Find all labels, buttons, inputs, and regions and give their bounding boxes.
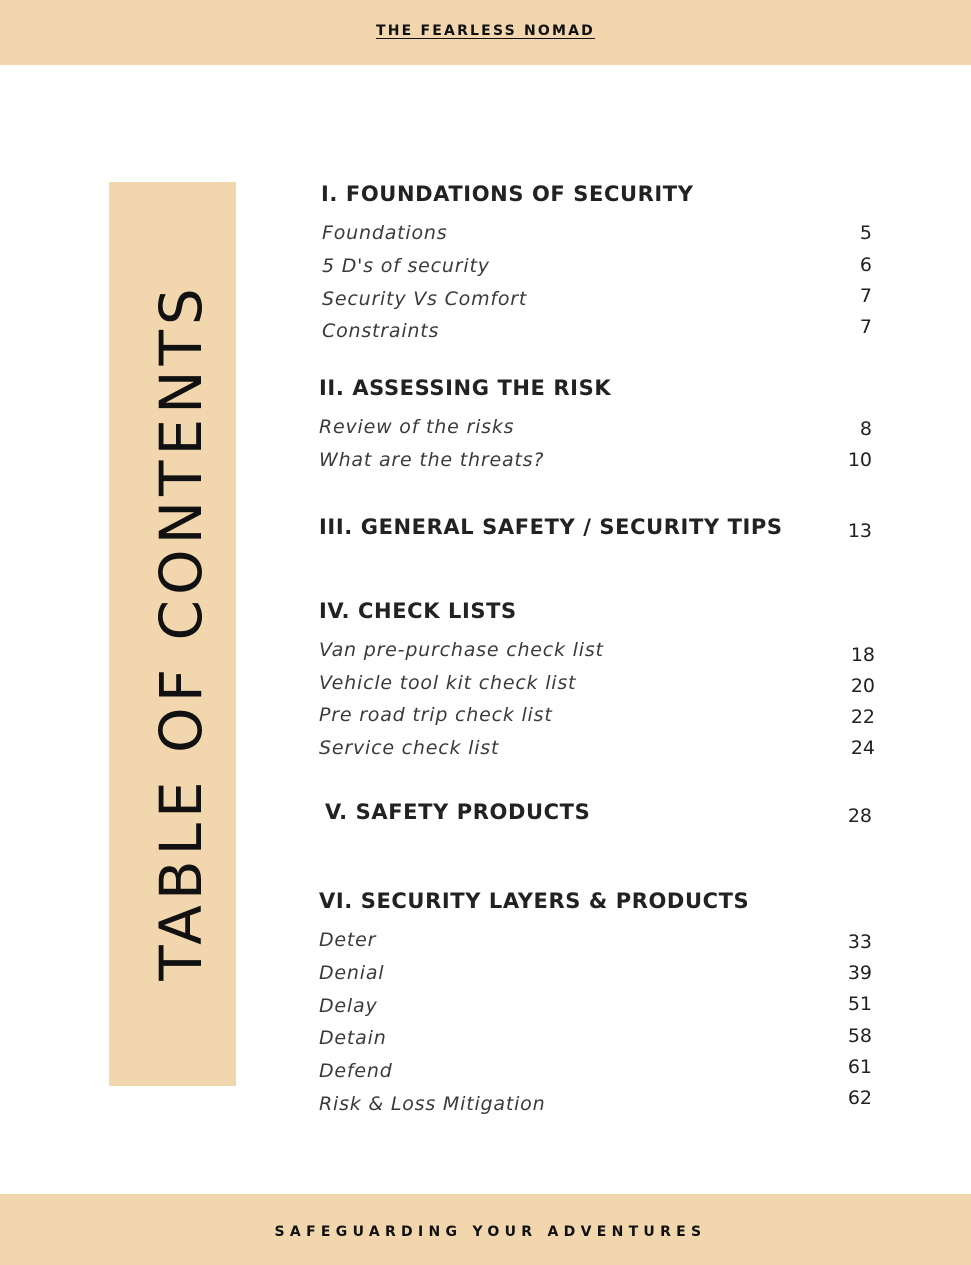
toc-page-number: 24 (850, 737, 875, 759)
toc-item[interactable]: Van pre-purchase check list (319, 639, 604, 661)
toc-item[interactable]: Pre road trip check list (319, 704, 553, 726)
toc-item[interactable]: Delay (319, 995, 378, 1017)
toc-page-number: 61 (847, 1056, 872, 1078)
toc-page-number: 62 (847, 1087, 872, 1109)
toc-item[interactable]: Vehicle tool kit check list (319, 672, 577, 694)
toc-item[interactable]: Detain (319, 1027, 387, 1049)
section-title[interactable]: IV. CHECK LISTS (319, 599, 517, 623)
section-title[interactable]: I. FOUNDATIONS OF SECURITY (321, 182, 694, 206)
toc-page-number: 39 (847, 962, 872, 984)
toc-page-number: 5 (859, 222, 872, 244)
toc-item[interactable]: Defend (319, 1060, 393, 1082)
toc-item[interactable]: Service check list (319, 737, 500, 759)
toc-page-number: 22 (850, 706, 875, 728)
toc-page-number: 58 (847, 1025, 872, 1047)
toc-page-number: 33 (847, 931, 872, 953)
toc-page-number: 51 (847, 993, 872, 1015)
section-title[interactable]: V. SAFETY PRODUCTS (325, 800, 591, 824)
toc-page-number: 18 (850, 644, 875, 666)
header-band (0, 0, 971, 65)
toc-item[interactable]: Denial (319, 962, 385, 984)
toc-page-number: 6 (859, 254, 872, 276)
toc-item[interactable]: What are the threats? (319, 449, 545, 471)
section-title[interactable]: II. ASSESSING THE RISK (319, 376, 612, 400)
header-title: THE FEARLESS NOMAD (376, 23, 595, 39)
toc-page-number: 7 (859, 316, 872, 338)
section-title[interactable]: VI. SECURITY LAYERS & PRODUCTS (319, 889, 750, 913)
toc-page-number: 10 (847, 449, 872, 471)
toc-page-number: 28 (847, 805, 872, 827)
toc-item[interactable]: 5 D's of security (322, 255, 490, 277)
toc-item[interactable]: Security Vs Comfort (322, 288, 528, 310)
side-title: TABLE OF CONTENTS (147, 283, 215, 981)
toc-page-number: 7 (859, 285, 872, 307)
toc-page-number: 13 (847, 520, 872, 542)
toc-item[interactable]: Foundations (322, 222, 448, 244)
toc-page-number: 20 (850, 675, 875, 697)
footer-band (0, 1194, 971, 1265)
footer-tagline: SAFEGUARDING YOUR ADVENTURES (274, 1224, 707, 1240)
toc-item[interactable]: Deter (319, 929, 377, 951)
toc-page-number: 8 (859, 418, 872, 440)
section-title[interactable]: III. GENERAL SAFETY / SECURITY TIPS (319, 515, 783, 539)
toc-item[interactable]: Constraints (322, 320, 440, 342)
toc-item[interactable]: Risk & Loss Mitigation (319, 1093, 546, 1115)
toc-item[interactable]: Review of the risks (319, 416, 515, 438)
